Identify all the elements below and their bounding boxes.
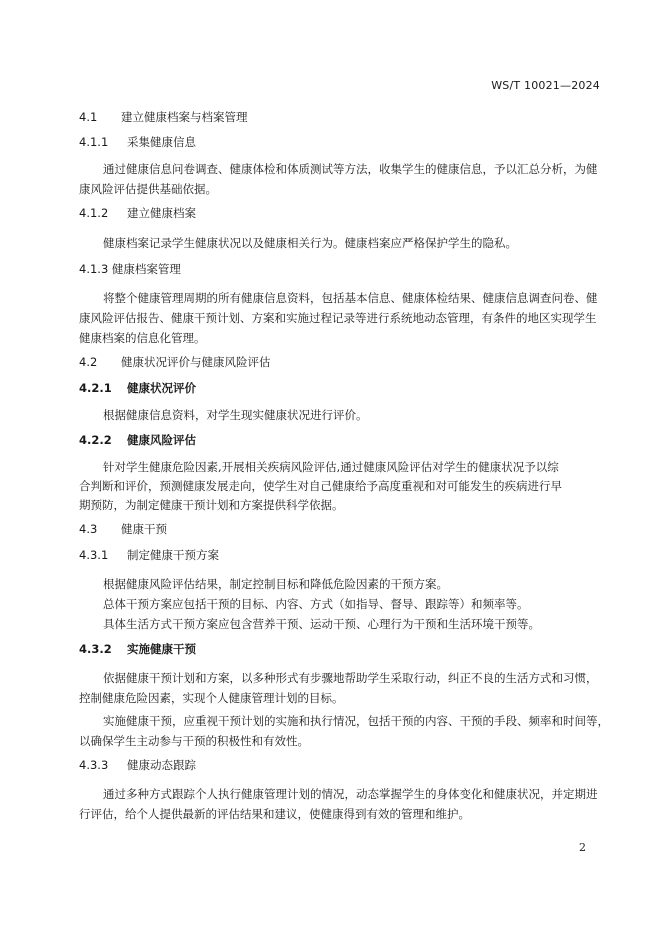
heading-4-1-1 bbox=[79, 134, 196, 150]
heading-number: 4.1 bbox=[79, 110, 98, 124]
heading-number: 4.1.2 bbox=[79, 206, 109, 220]
heading-title: 建立健康档案 bbox=[127, 206, 196, 220]
heading-4-3-1 bbox=[79, 547, 219, 563]
paragraph-line: 实施健康干预，应重视干预计划的实施和执行情况，包括干预的内容、干预的手段、频率和时间等， bbox=[103, 714, 609, 728]
paragraph-line: 健康档案的信息化管理。 bbox=[79, 331, 206, 345]
heading-title: 制定健康干预方案 bbox=[127, 548, 219, 562]
heading-title: 采集健康信息 bbox=[127, 135, 196, 149]
heading-number: 4.3 bbox=[79, 522, 98, 536]
heading-4-1 bbox=[79, 109, 248, 125]
paragraph-line: 健康档案记录学生健康状况以及健康相关行为。健康档案应严格保护学生的隐私。 bbox=[103, 236, 517, 250]
heading-4-3-2 bbox=[79, 641, 196, 657]
paragraph-line: 行评估，给个人提供最新的评估结果和建议，使健康得到有效的管理和维护。 bbox=[79, 807, 470, 821]
heading-title: 实施健康干预 bbox=[127, 642, 196, 656]
heading-4-1-3: 4.1.3 健康档案管理 bbox=[79, 262, 181, 276]
heading-number: 4.3.3 bbox=[79, 758, 109, 772]
heading-title: 健康风险评估 bbox=[127, 433, 196, 447]
paragraph-line: 针对学生健康危险因素,开展相关疾病风险评估,通过健康风险评估对学生的健康状况予以综 bbox=[103, 460, 559, 474]
heading-number: 4.3.1 bbox=[79, 548, 109, 562]
document-code: WS/T 10021—2024 bbox=[491, 79, 600, 92]
paragraph-line: 期预防，为制定健康干预计划和方案提供科学依据。 bbox=[79, 498, 344, 512]
paragraph-line: 总体干预方案应包括干预的目标、内容、方式（如指导、督导、跟踪等）和频率等。 bbox=[103, 597, 529, 611]
heading-4-3-3 bbox=[79, 757, 196, 773]
heading-title: 健康状况评价 bbox=[127, 381, 196, 395]
heading-4-2 bbox=[79, 354, 271, 370]
heading-number: 4.2 bbox=[79, 355, 98, 369]
heading-title: 健康状况评价与健康风险评估 bbox=[121, 355, 271, 369]
paragraph-line: 具体生活方式干预方案应包含营养干预、运动干预、心理行为干预和生活环境干预等。 bbox=[103, 617, 540, 631]
paragraph-line: 将整个健康管理周期的所有健康信息资料，包括基本信息、健康体检结果、健康信息调查问卷、健 bbox=[103, 291, 598, 305]
heading-title: 健康干预 bbox=[121, 522, 167, 536]
heading-4-2-2 bbox=[79, 432, 196, 448]
heading-number: 4.2.2 bbox=[79, 433, 112, 447]
paragraph-line: 康风险评估提供基础依据。 bbox=[79, 182, 217, 196]
heading-title: 建立健康档案与档案管理 bbox=[121, 110, 248, 124]
heading-4-2-1 bbox=[79, 380, 196, 396]
paragraph-line: 通过多种方式跟踪个人执行健康管理计划的情况，动态掌握学生的身体变化和健康状况，并定期进 bbox=[103, 787, 598, 801]
paragraph-line: 合判断和评价，预测健康发展走向，使学生对自己健康给予高度重视和对可能发生的疾病进行早 bbox=[79, 479, 562, 493]
heading-number: 4.3.2 bbox=[79, 642, 112, 656]
paragraph-line: 以确保学生主动参与干预的积极性和有效性。 bbox=[79, 734, 309, 748]
paragraph-line: 控制健康危险因素，实现个人健康管理计划的目标。 bbox=[79, 691, 344, 705]
paragraph-line: 康风险评估报告、健康干预计划、方案和实施过程记录等进行系统地动态管理，有条件的地区实现学生 bbox=[79, 311, 597, 325]
page-number: 2 bbox=[579, 841, 586, 854]
heading-4-1-2 bbox=[79, 205, 196, 221]
paragraph-line: 通过健康信息问卷调查、健康体检和体质测试等方法，收集学生的健康信息，予以汇总分析，为健 bbox=[103, 162, 598, 176]
paragraph-line: 根据健康风险评估结果，制定控制目标和降低危险因素的干预方案。 bbox=[103, 577, 448, 591]
heading-number: 4.1.1 bbox=[79, 135, 109, 149]
heading-4-3 bbox=[79, 521, 167, 537]
paragraph-line: 依据健康干预计划和方案，以多种形式有步骤地帮助学生采取行动，纠正不良的生活方式和习惯， bbox=[103, 671, 598, 685]
heading-title: 健康动态跟踪 bbox=[127, 758, 196, 772]
paragraph-line: 根据健康信息资料，对学生现实健康状况进行评价。 bbox=[103, 408, 368, 422]
heading-number: 4.2.1 bbox=[79, 381, 112, 395]
